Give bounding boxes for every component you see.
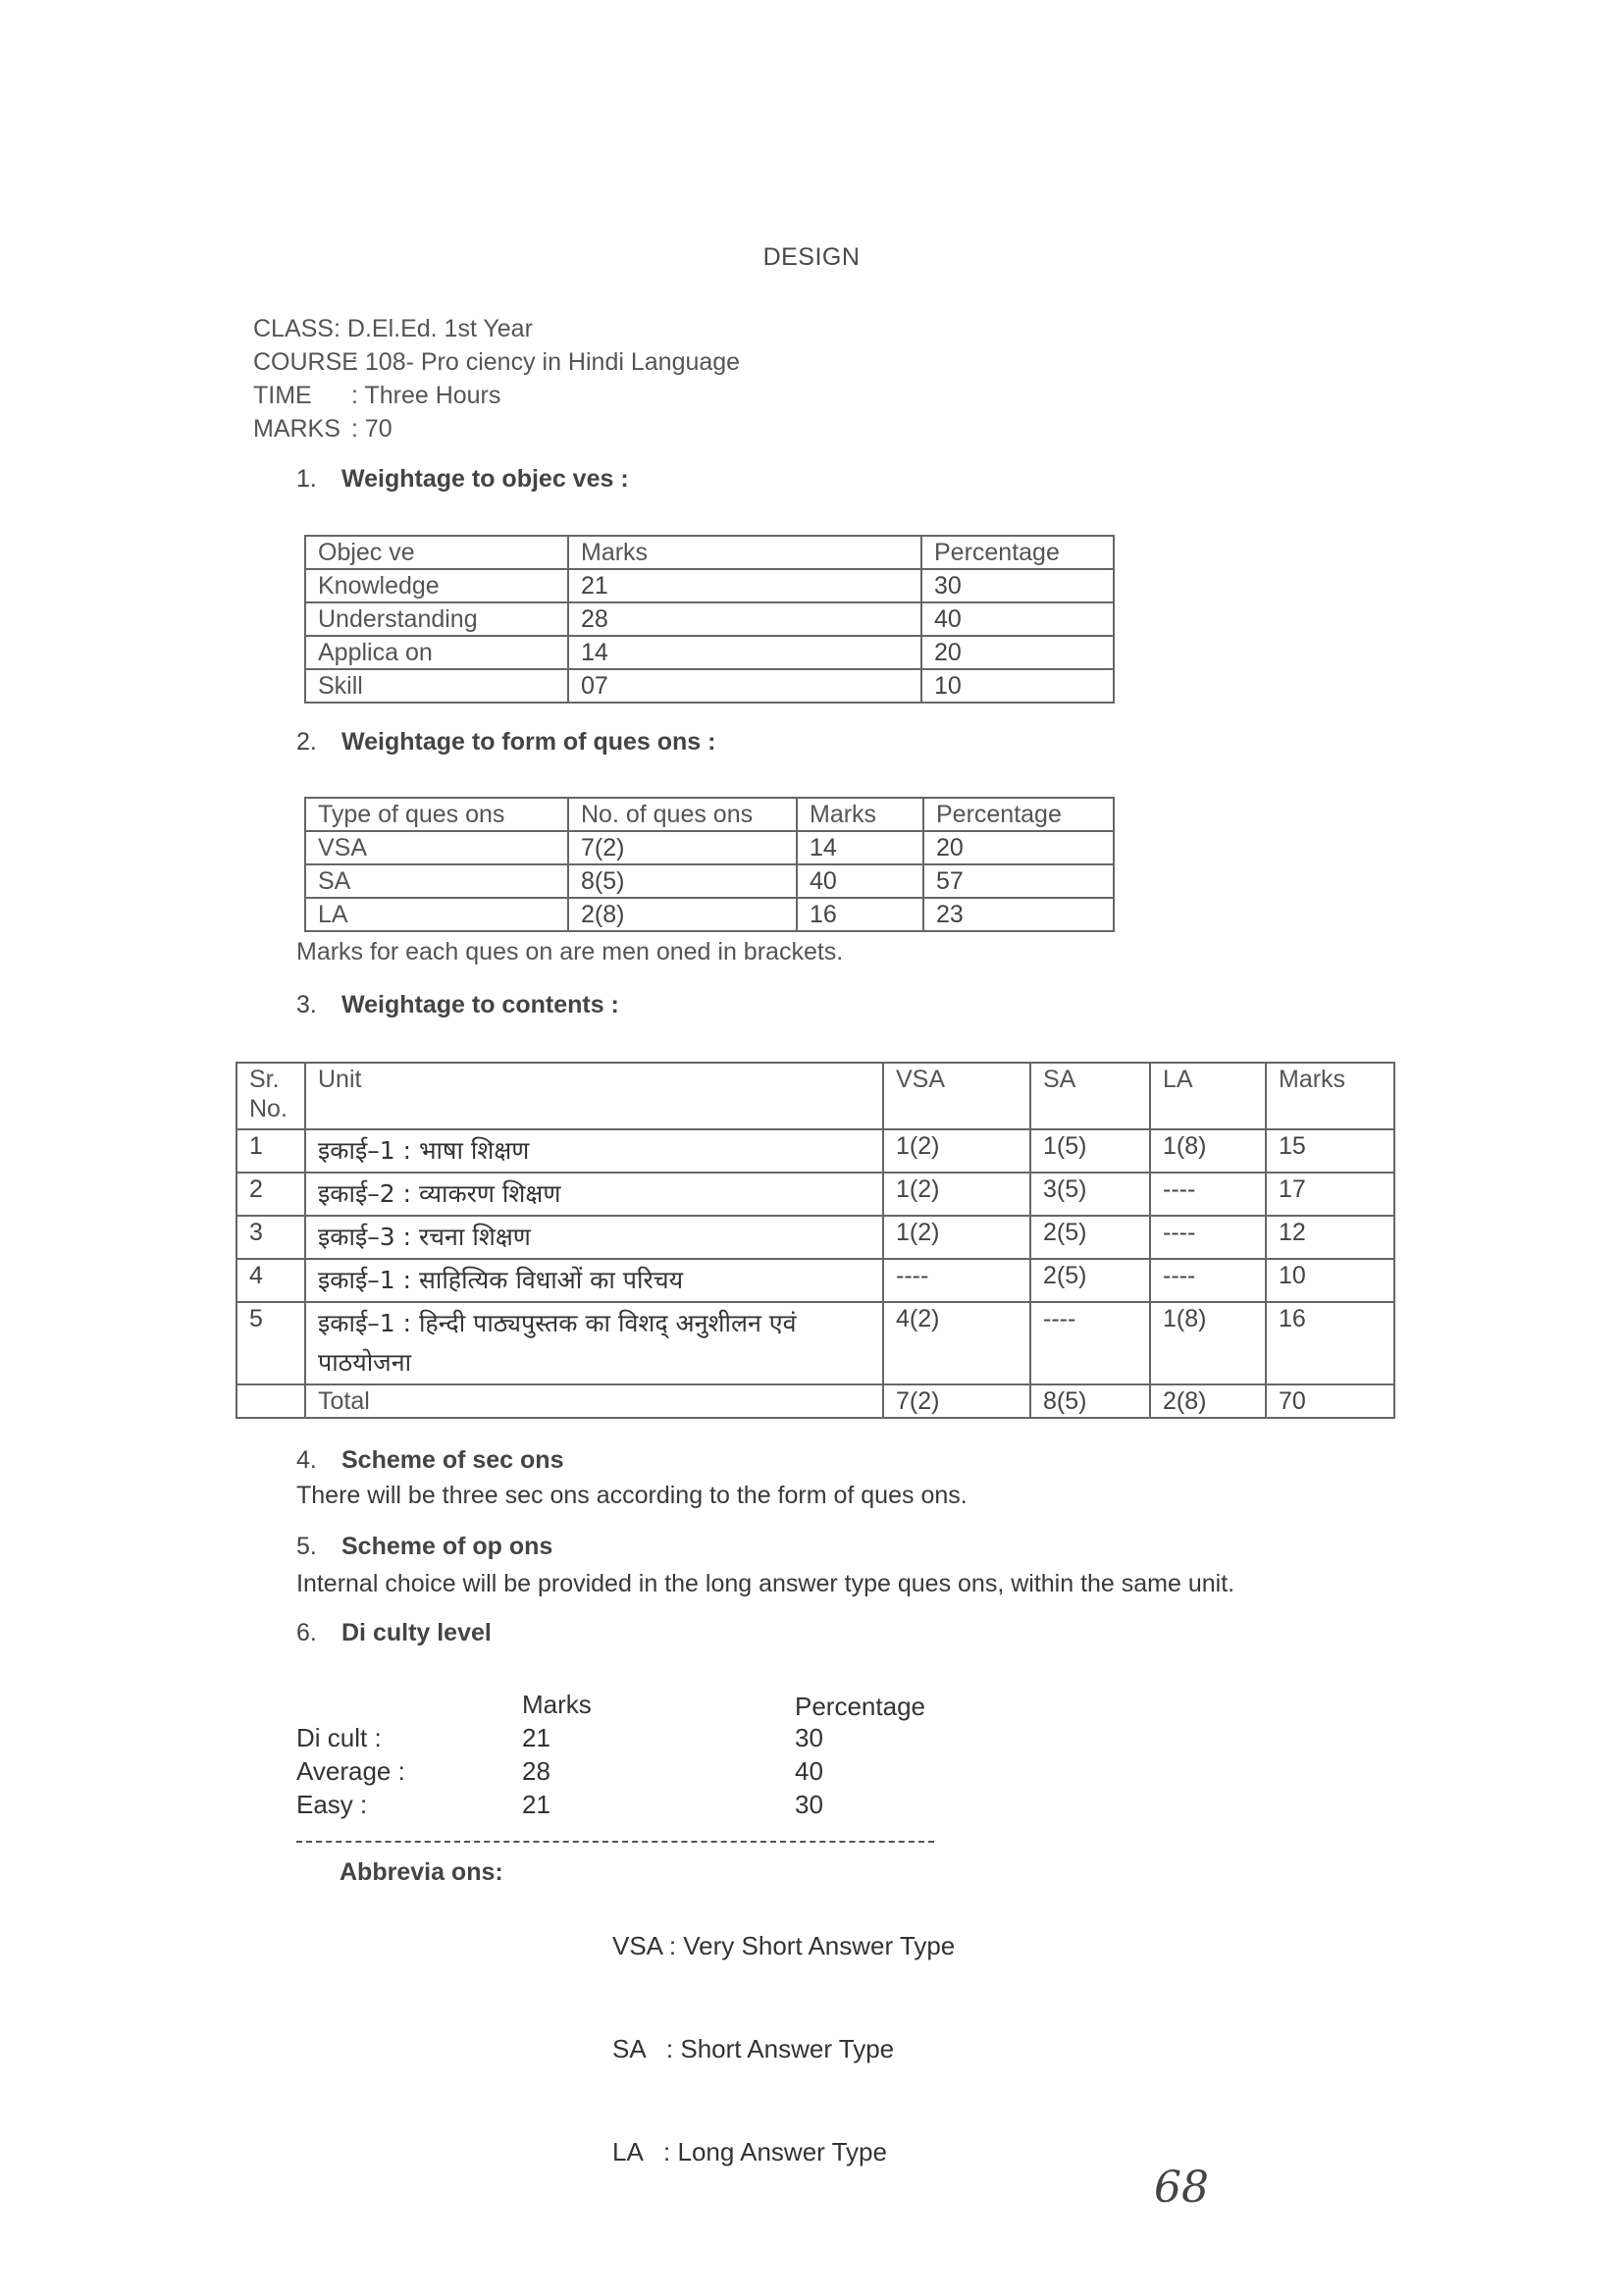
section3-number: 3. <box>296 991 317 1018</box>
table-row <box>236 1216 1394 1259</box>
abbreviation-item: VSA : Very Short Answer Type <box>612 1931 956 1960</box>
cell: 07 <box>568 669 921 703</box>
abbreviation-item: SA : Short Answer Type <box>612 2034 895 2063</box>
table-row <box>305 669 1114 703</box>
section2-title: Weightage to form of ques ons : <box>341 728 716 756</box>
unit-cell: इकाई–1 : भाषा शिक्षण <box>305 1129 883 1173</box>
cell: ---- <box>1150 1216 1266 1259</box>
objectives-table <box>304 535 1115 704</box>
cell: 8(5) <box>568 864 797 898</box>
difficulty-marks: 21 <box>522 1790 550 1819</box>
difficulty-percentage: 30 <box>795 1723 823 1752</box>
section6-heading <box>296 1619 492 1647</box>
difficulty-marks: 21 <box>522 1723 550 1752</box>
difficulty-percentage: 30 <box>795 1790 823 1819</box>
table-header-row <box>305 798 1114 831</box>
cell: 8(5) <box>1030 1384 1150 1418</box>
table-row <box>236 1129 1394 1173</box>
cell: 14 <box>568 636 921 669</box>
abbreviations-label: Abbrevia ons: <box>340 1858 503 1886</box>
difficulty-percentage-header: Percentage <box>795 1692 925 1721</box>
cell: 1(5) <box>1030 1129 1150 1173</box>
cell: Applica on <box>305 636 568 669</box>
header-cell: Type of ques ons <box>305 798 568 831</box>
section2-heading <box>296 728 715 757</box>
section6-number: 6. <box>296 1619 317 1646</box>
cell: 1 <box>236 1129 305 1173</box>
section3-heading <box>296 991 619 1019</box>
section4-text: There will be three sec ons according to the form of ques ons. <box>296 1482 968 1509</box>
header-cell: Percentage <box>923 798 1114 831</box>
cell: 3 <box>236 1216 305 1259</box>
cell: 1(8) <box>1150 1302 1266 1384</box>
header-cell: SA <box>1030 1063 1150 1129</box>
table-row <box>305 864 1114 898</box>
cell: 10 <box>921 669 1114 703</box>
page-title: DESIGN <box>762 243 861 271</box>
cell: Skill <box>305 669 568 703</box>
course-value: : 108- Pro ciency in Hindi Language <box>351 348 741 376</box>
table-row <box>305 636 1114 669</box>
difficulty-marks-header: Marks <box>522 1690 592 1719</box>
header-cell: Sr. No. <box>236 1063 305 1129</box>
section5-text: Internal choice will be provided in the long answer type ques ons, within the same unit. <box>296 1570 1235 1597</box>
cell: VSA <box>305 831 568 864</box>
section5-heading <box>296 1533 552 1561</box>
cell: 57 <box>923 864 1114 898</box>
section4-title: Scheme of sec ons <box>341 1446 564 1474</box>
table-header-row <box>236 1063 1394 1129</box>
unit-cell: इकाई–3 : रचना शिक्षण <box>305 1216 883 1259</box>
cell: 16 <box>1266 1302 1394 1384</box>
cell: 28 <box>568 602 921 636</box>
cell: 21 <box>568 569 921 602</box>
section1-title: Weightage to objec ves : <box>341 465 629 493</box>
class-value: : D.El.Ed. 1st Year <box>334 315 533 342</box>
total-label: Total <box>305 1384 883 1418</box>
difficulty-label: Easy : <box>296 1790 368 1819</box>
divider <box>296 1841 934 1843</box>
section5-number: 5. <box>296 1533 317 1560</box>
header-cell: Unit <box>305 1063 883 1129</box>
abbreviation-item: LA : Long Answer Type <box>612 2137 887 2166</box>
cell: 10 <box>1266 1259 1394 1302</box>
cell: LA <box>305 898 568 931</box>
cell: 1(8) <box>1150 1129 1266 1173</box>
table-row <box>236 1302 1394 1384</box>
section1-heading <box>296 465 629 494</box>
question-forms-table <box>304 797 1115 932</box>
header-cell: Percentage <box>921 536 1114 569</box>
cell <box>236 1384 305 1418</box>
cell: 30 <box>921 569 1114 602</box>
cell: 3(5) <box>1030 1173 1150 1216</box>
section3-title: Weightage to contents : <box>341 991 619 1018</box>
unit-cell: इकाई–1 : साहित्यिक विधाओं का परिचय <box>305 1259 883 1302</box>
difficulty-label: Di cult : <box>296 1723 382 1752</box>
section6-title: Di culty level <box>341 1619 492 1646</box>
cell: 5 <box>236 1302 305 1384</box>
difficulty-percentage: 40 <box>795 1756 823 1786</box>
cell: ---- <box>1150 1259 1266 1302</box>
course-label: COURSE <box>253 348 358 376</box>
cell: 16 <box>797 898 923 931</box>
cell: 4(2) <box>883 1302 1030 1384</box>
abbreviations-list <box>612 1860 955 2204</box>
table-row <box>236 1173 1394 1216</box>
cell: 2 <box>236 1173 305 1216</box>
course-meta <box>253 312 740 445</box>
cell: 1(2) <box>883 1216 1030 1259</box>
table-row <box>305 602 1114 636</box>
cell: Understanding <box>305 602 568 636</box>
cell: 40 <box>921 602 1114 636</box>
section4-heading <box>296 1446 563 1475</box>
header-cell: Marks <box>1266 1063 1394 1129</box>
header-cell: Marks <box>568 536 921 569</box>
table-row <box>305 831 1114 864</box>
cell: 7(2) <box>883 1384 1030 1418</box>
section5-title: Scheme of op ons <box>341 1533 553 1560</box>
brackets-note: Marks for each ques on are men oned in brackets. <box>296 938 844 965</box>
cell: 14 <box>797 831 923 864</box>
cell: 7(2) <box>568 831 797 864</box>
marks-value: : 70 <box>351 415 393 443</box>
time-label: TIME <box>253 382 312 409</box>
cell: 20 <box>921 636 1114 669</box>
section2-number: 2. <box>296 728 317 756</box>
cell: 17 <box>1266 1173 1394 1216</box>
cell: 2(8) <box>1150 1384 1266 1418</box>
header-cell: Marks <box>797 798 923 831</box>
cell: 2(5) <box>1030 1259 1150 1302</box>
header-cell: LA <box>1150 1063 1266 1129</box>
page-number: 68 <box>1154 2163 1209 2213</box>
unit-cell: इकाई–1 : हिन्दी पाठ्यपुस्तक का विशद् अनुशीलन एवं पाठयोजना <box>305 1302 883 1384</box>
table-header-row <box>305 536 1114 569</box>
table-row <box>305 898 1114 931</box>
section1-number: 1. <box>296 465 317 493</box>
unit-cell: इकाई–2 : व्याकरण शिक्षण <box>305 1173 883 1216</box>
cell: 4 <box>236 1259 305 1302</box>
table-row <box>305 569 1114 602</box>
table-row <box>236 1259 1394 1302</box>
difficulty-marks: 28 <box>522 1756 550 1786</box>
cell: 20 <box>923 831 1114 864</box>
cell: 2(5) <box>1030 1216 1150 1259</box>
cell: 23 <box>923 898 1114 931</box>
time-value: : Three Hours <box>351 382 501 409</box>
header-cell: No. of ques ons <box>568 798 797 831</box>
cell: Knowledge <box>305 569 568 602</box>
header-cell: Objec ve <box>305 536 568 569</box>
section4-number: 4. <box>296 1446 317 1474</box>
cell: 2(8) <box>568 898 797 931</box>
header-cell: VSA <box>883 1063 1030 1129</box>
cell: 40 <box>797 864 923 898</box>
cell: 1(2) <box>883 1129 1030 1173</box>
marks-label: MARKS <box>253 415 340 443</box>
table-total-row <box>236 1384 1394 1418</box>
cell: 12 <box>1266 1216 1394 1259</box>
cell: SA <box>305 864 568 898</box>
cell: ---- <box>1150 1173 1266 1216</box>
difficulty-label: Average : <box>296 1756 405 1786</box>
cell: 15 <box>1266 1129 1394 1173</box>
class-label: CLASS <box>253 315 334 342</box>
contents-table <box>236 1062 1395 1419</box>
cell: ---- <box>883 1259 1030 1302</box>
cell: 70 <box>1266 1384 1394 1418</box>
cell: ---- <box>1030 1302 1150 1384</box>
cell: 1(2) <box>883 1173 1030 1216</box>
